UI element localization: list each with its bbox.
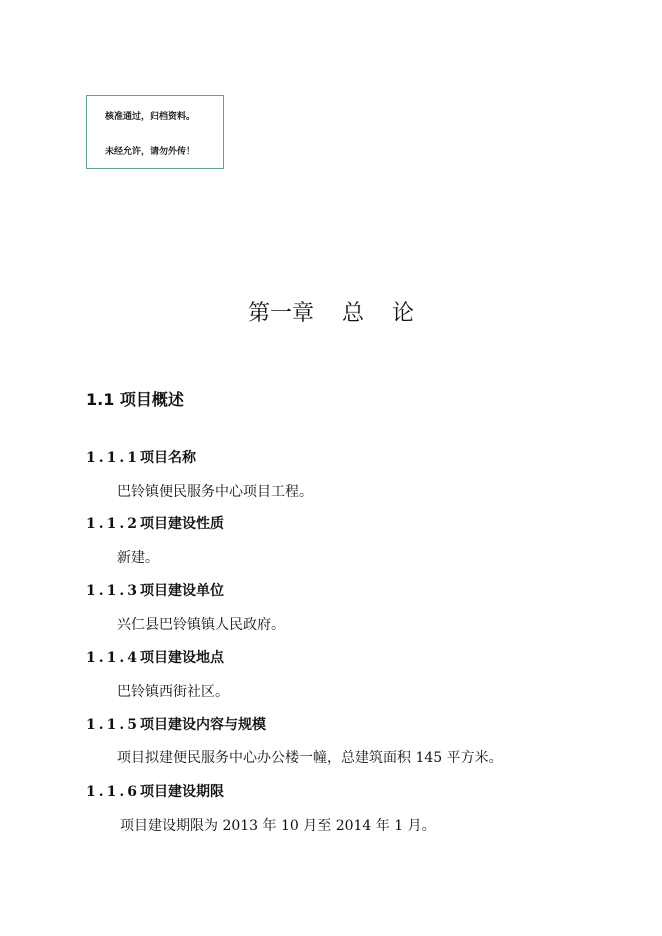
subsection-heading-project-scope — [86, 714, 266, 734]
project-nature-text: 新建。 — [117, 550, 159, 566]
subsection-number: 1.1.1 — [86, 450, 140, 466]
subsection-number: 1.1.3 — [86, 583, 140, 599]
stamp-line-approved: 核准通过，归档资料。 — [105, 112, 196, 122]
subsection-heading-project-nature — [86, 513, 224, 533]
subsection-title: 项目建设地点 — [139, 650, 224, 666]
subsection-number: 1.1.4 — [86, 650, 140, 666]
stamp-line-confidential: 未经允许，请勿外传！ — [105, 147, 196, 157]
subsection-number: 1.1.6 — [86, 784, 140, 800]
project-owner-text: 兴仁县巴铃镇镇人民政府。 — [117, 617, 285, 633]
section-title: 1.1 项目概述 — [86, 390, 184, 409]
approval-stamp — [86, 95, 224, 169]
project-scope-text: 项目拟建便民服务中心办公楼一幢，总建筑面积 145 平方米。 — [117, 750, 503, 766]
chapter-title: 第一章 总 论 — [248, 301, 414, 326]
subsection-title: 项目名称 — [139, 450, 196, 466]
subsection-heading-project-owner — [86, 580, 224, 600]
project-period-text: 项目建设期限为 2013 年 10 月至 2014 年 1 月。 — [120, 818, 436, 834]
subsection-heading-project-name — [86, 447, 196, 467]
subsection-title: 项目建设期限 — [139, 784, 224, 800]
subsection-heading-project-location — [86, 647, 224, 667]
project-location-text: 巴铃镇西街社区。 — [117, 684, 229, 700]
project-name-text: 巴铃镇便民服务中心项目工程。 — [117, 484, 313, 500]
subsection-number: 1.1.2 — [86, 516, 140, 532]
subsection-heading-project-period — [86, 781, 224, 801]
subsection-title: 项目建设内容与规模 — [139, 717, 266, 733]
subsection-title: 项目建设性质 — [139, 516, 224, 532]
subsection-title: 项目建设单位 — [139, 583, 224, 599]
subsection-number: 1.1.5 — [86, 717, 140, 733]
